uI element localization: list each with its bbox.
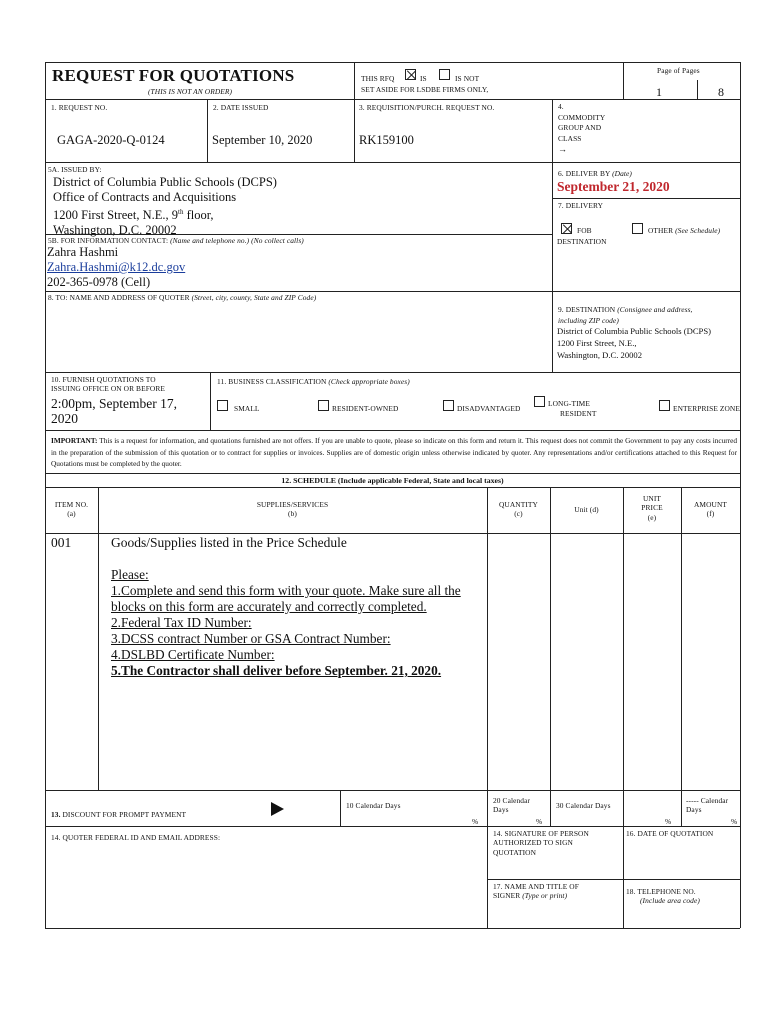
col-unit-price: UNIT PRICE (e) (641, 494, 663, 522)
col-item-no: ITEM NO. (a) (54, 500, 89, 519)
delivery-label: 7. DELIVERY (558, 201, 604, 210)
signature-label: 14. SIGNATURE OF PERSON AUTHORIZED TO SIGN QUOTATION (493, 829, 589, 857)
contact-label: 5B. FOR INFORMATION CONTACT: (Name and telephone no.) (No collect calls) (48, 236, 304, 245)
total-pages: 8 (718, 85, 724, 99)
date-issued-label: 2. DATE ISSUED (213, 103, 269, 112)
page-of-pages-label: Page of Pages (657, 66, 700, 75)
arrow-right-icon: → (558, 144, 568, 154)
commodity-group-label: 4. COMMODITY GROUP AND CLASS → (558, 102, 606, 154)
quoter-address-field[interactable] (47, 303, 550, 370)
rfq-is-not-checkbox[interactable] (439, 69, 450, 80)
other-delivery-label: OTHER (See Schedule) (648, 226, 721, 235)
date-of-quotation-label: 16. DATE OF QUOTATION (626, 829, 714, 838)
longtime-resident-label: LONG-TIME (548, 399, 590, 408)
requisition-no-label: 3. REQUISITION/PURCH. REQUEST NO. (359, 103, 495, 112)
rfq-is-checkbox[interactable] (405, 69, 416, 80)
longtime-resident-label-2: RESIDENT (560, 409, 597, 418)
triangle-right-icon (271, 802, 284, 816)
small-business-checkbox[interactable] (217, 400, 228, 411)
rfq-is-not-label: IS NOT (455, 74, 480, 83)
deliver-by-value[interactable]: September 21, 2020 (557, 179, 670, 194)
form-subtitle: (THIS IS NOT AN ORDER) (148, 87, 233, 96)
request-no-value[interactable]: GAGA-2020-Q-0124 (57, 133, 165, 147)
fob-destination-checkbox[interactable] (561, 223, 572, 234)
schedule-title: 12. SCHEDULE (Include applicable Federal, State and local taxes) (281, 476, 504, 485)
rfq-setaside-label: SET ASIDE FOR LSDBE FIRMS ONLY, (361, 85, 489, 94)
fob-label: FOB (577, 226, 592, 235)
destination-address: District of Columbia Public Schools (DCPS) 1200 First Street, N.E., Washington, D.C. 20002 (557, 326, 711, 360)
furnish-quotations-value[interactable]: 2:00pm, September 17, 2020 (51, 396, 177, 426)
col-unit: Unit (d) (574, 505, 599, 514)
form-title: REQUEST FOR QUOTATIONS (52, 66, 295, 85)
rfq-this-label: THIS RFQ (361, 74, 395, 83)
enterprise-zone-label: ENTERPRISE ZONE (673, 404, 740, 413)
discount-custom-days[interactable]: ----- Calendar Days (686, 796, 729, 815)
furnish-quotations-label: 10. FURNISH QUOTATIONS TO ISSUING OFFICE ON OR BEFORE (51, 375, 165, 394)
issued-by-label: 5A. ISSUED BY: (48, 165, 102, 174)
page-number: 1 (656, 85, 662, 99)
quoter-address-label: 8. TO: NAME AND ADDRESS OF QUOTER (Street, city, county, State and ZIP Code) (48, 293, 317, 302)
col-supplies: SUPPLIES/SERVICES (b) (256, 500, 329, 519)
date-issued-value[interactable]: September 10, 2020 (212, 133, 313, 147)
issued-by-address[interactable]: District of Columbia Public Schools (DCPS) Office of Contracts and Acquisitions 1200 First Street, N.E., 9th floor, Washington, D.C. 20002 (53, 175, 277, 238)
discount-label: 13. DISCOUNT FOR PROMPT PAYMENT (51, 810, 187, 819)
federal-id-field[interactable] (47, 845, 485, 926)
contact-email-link[interactable]: Zahra.Hashmi@k12.dc.gov (47, 260, 186, 274)
important-notice: IMPORTANT: This is a request for information, and quotations furnished are not offers. If you are unable to quote, please so indicate on this form and return it. This request does not commit the Government to pay any costs incurred in the preparation of the submission of this quotation or to contract for supplies or invoices. Supplies are of domestic origin unless otherwise indicated by quoter. Any representations and/or certifications attached to this Request for Quotations must be completed by the quoter. (51, 436, 737, 468)
contact-name: Zahra Hashmi (47, 245, 119, 259)
contact-phone: 202-365-0978 (Cell) (47, 275, 151, 289)
resident-owned-checkbox[interactable] (318, 400, 329, 411)
discount-30-pct: % (665, 817, 672, 826)
enterprise-zone-checkbox[interactable] (659, 400, 670, 411)
longtime-resident-checkbox[interactable] (534, 396, 545, 407)
item-number: 001 (51, 535, 72, 550)
request-no-label: 1. REQUEST NO. (51, 103, 108, 112)
deliver-by-label: 6. DELIVER BY (Date) (558, 169, 632, 178)
discount-10-pct: % (472, 817, 479, 826)
destination-label: DESTINATION (557, 237, 607, 246)
other-delivery-checkbox[interactable] (632, 223, 643, 234)
discount-20-pct: % (536, 817, 543, 826)
item-description: Goods/Supplies listed in the Price Schedule (111, 535, 347, 550)
telephone-label: 18. TELEPHONE NO. (Include area code) (626, 887, 700, 906)
requisition-no-value[interactable]: RK159100 (359, 133, 414, 147)
rfq-is-label: IS (420, 74, 427, 83)
contact-info[interactable] (47, 245, 185, 290)
resident-owned-label: RESIDENT-OWNED (332, 404, 399, 413)
discount-10-days[interactable]: 10 Calendar Days (346, 801, 401, 810)
discount-30-days[interactable]: 30 Calendar Days (556, 801, 611, 810)
signer-name-label: 17. NAME AND TITLE OF SIGNER (Type or print) (493, 882, 579, 901)
discount-custom-pct: % (731, 817, 738, 826)
col-amount: AMOUNT (f) (693, 500, 728, 519)
col-quantity: QUANTITY (c) (499, 500, 538, 519)
discount-20-days[interactable]: 20 Calendar Days (493, 796, 531, 815)
disadvantaged-label: DISADVANTAGED (457, 404, 521, 413)
disadvantaged-checkbox[interactable] (443, 400, 454, 411)
destination-label-9: 9. DESTINATION (Consignee and address, including ZIP code) (558, 305, 693, 325)
instructions-block: Please: 1.Complete and send this form with your quote. Make sure all the blocks on this form are accurately and correctly completed. 2.Federal Tax ID Number: 3.DCSS contract Number or GSA Contract Number: 4.DSLBD Certificate Number: 5.The Contractor shall deliver before September. 21, 2020. (111, 567, 461, 678)
federal-id-label: 14. QUOTER FEDERAL ID AND EMAIL ADDRESS: (51, 833, 221, 842)
business-class-label: 11. BUSINESS CLASSIFICATION (Check appropriate boxes) (217, 377, 410, 386)
small-label: SMALL (234, 404, 260, 413)
